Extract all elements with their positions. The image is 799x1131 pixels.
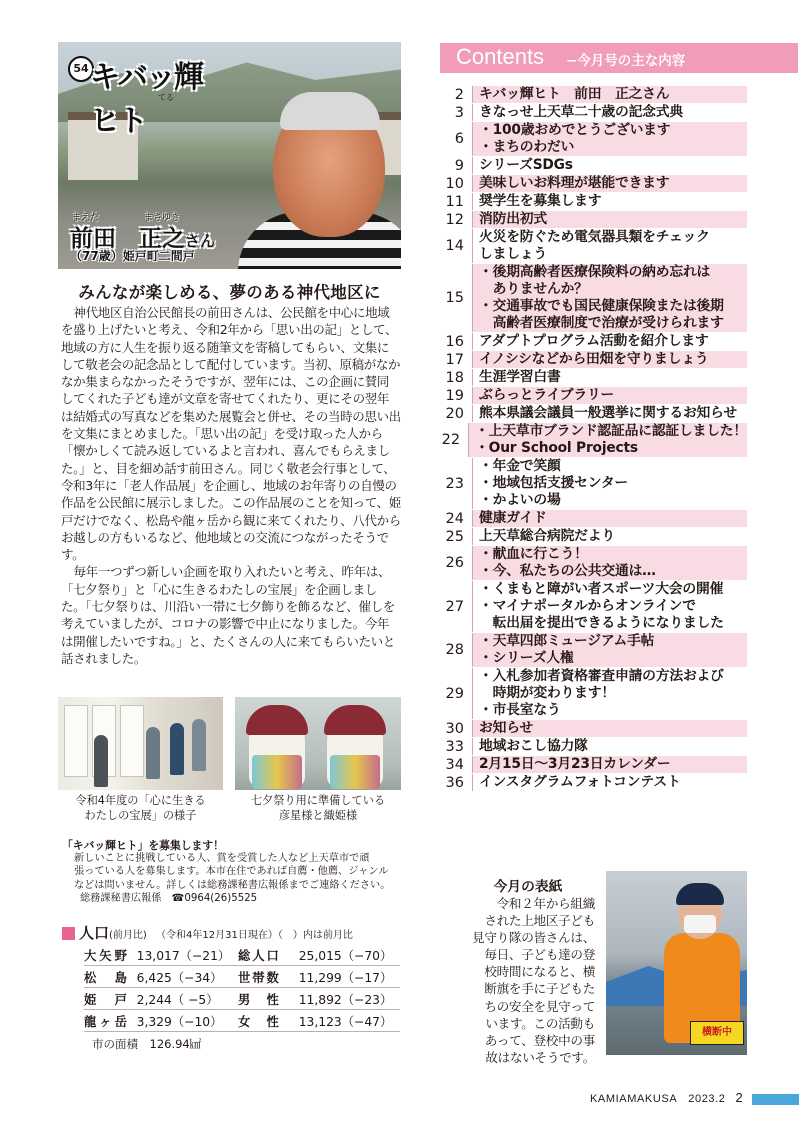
contents-item-title — [473, 157, 747, 174]
visitor-figure — [170, 723, 184, 775]
contents-item[interactable] — [441, 229, 747, 264]
cover-description-line: ちの安全を見守って — [484, 998, 595, 1014]
contents-item-line: シリーズSDGs — [479, 157, 573, 173]
contents-item[interactable] — [441, 333, 747, 351]
contents-page-number: 12 — [441, 211, 473, 228]
recruit-title: 「キバッ輝ヒト」を募集します！ — [62, 839, 224, 852]
contents-item[interactable] — [441, 387, 747, 405]
contents-item-line: ・後期高齢者医療保険料の納め忘れは — [479, 264, 711, 280]
contents-item-line: ・年金で笑顔 — [479, 458, 561, 474]
recruit-line: 新しいことに挑戦している人、賞を受賞した人など上天草市で頑 — [74, 853, 370, 865]
person-honorific: さん — [185, 232, 216, 250]
contents-page-number: 28 — [441, 633, 473, 667]
population-cell: 大矢野 — [84, 944, 137, 966]
contents-page-number: 11 — [441, 193, 473, 210]
contents-page-number: 3 — [441, 104, 473, 121]
contents-item-title — [473, 510, 747, 527]
contents-item-title — [473, 633, 747, 667]
contents-item[interactable] — [441, 211, 747, 229]
person-name-text: 前田 正之 — [70, 225, 185, 252]
contents-item[interactable] — [441, 458, 747, 510]
cover-description — [447, 895, 595, 1066]
hero-hair — [280, 92, 380, 130]
contents-page-number: 34 — [441, 756, 473, 773]
contents-item-title — [473, 756, 747, 773]
contents-item-line: ぶらっとライブラリー — [479, 387, 615, 403]
contents-item-line: 転出届を提出できるようになりました — [479, 615, 724, 631]
cover-description-line: 毎日、子ども達の登 — [484, 947, 595, 963]
crossing-flag: 横断中 — [690, 1021, 744, 1045]
page-footer — [590, 1090, 743, 1106]
contents-item[interactable] — [441, 720, 747, 738]
issue-number-badge: 54 — [68, 56, 94, 82]
contents-item[interactable] — [441, 104, 747, 122]
recruit-notice — [62, 839, 400, 905]
contents-item-line: アダプトプログラム活動を紹介します — [479, 333, 709, 349]
population-row — [84, 966, 400, 988]
contents-item[interactable] — [441, 738, 747, 756]
contents-item-title — [473, 774, 747, 791]
population-row — [84, 1010, 400, 1032]
contents-item[interactable] — [441, 122, 747, 157]
contents-item-line: 地域おこし協力隊 — [479, 738, 588, 754]
contents-item-line: きなっせ上天草二十歳の記念式典 — [479, 104, 683, 120]
page-number: 2 — [735, 1090, 744, 1105]
contents-item-title — [473, 738, 747, 755]
contents-item[interactable] — [441, 193, 747, 211]
contents-header-bar — [440, 43, 798, 73]
contents-page-number: 25 — [441, 528, 473, 545]
cover-description-line: います。この活動も — [485, 1015, 595, 1031]
contents-item-title — [473, 193, 747, 210]
contents-list — [441, 86, 747, 792]
contents-item-line: 上天草総合病院だより — [479, 528, 615, 544]
contents-item-line: ・くまもと障がい者スポーツ大会の開催 — [479, 581, 724, 597]
contents-item-title — [473, 211, 747, 228]
contents-page-number: 33 — [441, 738, 473, 755]
contents-page-number: 24 — [441, 510, 473, 527]
population-cell: 11,299（−17） — [299, 966, 400, 988]
contents-page-number: 36 — [441, 774, 473, 791]
exhibition-photo — [58, 697, 223, 790]
cover-description-line: 故はないそうです。 — [485, 1049, 595, 1065]
contents-item-line: 奨学生を募集します — [479, 193, 602, 209]
population-cell: 25,015（−70） — [299, 944, 400, 966]
contents-item-title — [473, 458, 747, 509]
cover-description-line: あって、登校中の事 — [484, 1032, 595, 1048]
recruit-contact: 総務課秘書広報係 ☎0964(26)5525 — [80, 892, 258, 904]
name-ruby-family: まえだ — [72, 213, 100, 223]
contents-item-line: ・地域包括支援センター — [479, 475, 629, 491]
brand-title: キバッ輝ヒト — [90, 60, 202, 139]
photo-caption-1 — [58, 793, 223, 823]
contents-item[interactable] — [441, 633, 747, 668]
population-date-note: （令和4年12月31日現在）（ ）内は前月比 — [156, 930, 353, 941]
contents-item[interactable] — [441, 264, 747, 333]
contents-item-line: 2月15日〜3月23日カレンダー — [479, 756, 671, 772]
population-cell: 女 性 — [238, 1010, 299, 1032]
tanabata-dolls-photo — [235, 697, 401, 790]
contents-page-number: 15 — [441, 264, 473, 332]
article-paragraph-1: 神代地区自治公民館長の前田さんは、公民館を中心に地域を盛り上げたいと考え、令和2年から「思い出の記」として、地域の方に人生を振り返る随筆文を寄稿してもらい、文集にして敬老会の記念品として配付しています。当初、原稿がなかなか集まらなかったそうですが、翌年には、この企画に賛同してくれた子ども達が文章を寄せてくれたり、更にその翌年は結婚式の写真などを集めた展覧会と併せ、その当時の思い出を文集にまとめました。「思い出の記」を受け取った人から「懐かしくて読み返しているよと言われ、喜んでもらえました。」と、目を細め話す前田さん。同じく敬老会行事として、令和3年に「老人作品展」を企画し、地域のお年寄りの自慢の作品を公民館に展示しました。この作品展のことを知って、姫戸だけでなく、松島や龍ヶ岳から観に来てくれたり、八代からお越しの方もいるなど、他地域との交流につながったそうです。 — [61, 305, 401, 563]
contents-item-line: ありませんか？ — [479, 281, 588, 297]
contents-item-title — [473, 264, 747, 332]
contents-item-line: ・市長室なう — [479, 702, 561, 718]
contents-item-line: しましょう — [479, 246, 547, 262]
recruit-line: などは問いません。詳しくは総務課秘書広報係までご連絡ください。 — [74, 879, 391, 891]
footer-accent-bar — [752, 1094, 799, 1105]
contents-item-title — [473, 122, 747, 156]
article-body — [61, 304, 401, 667]
population-cell: 松 島 — [84, 966, 137, 988]
contents-item[interactable] — [441, 175, 747, 193]
contents-item-line: ・Our School Projects — [475, 440, 638, 456]
contents-item[interactable] — [441, 546, 747, 581]
cover-mask — [684, 915, 716, 933]
contents-item-line: ・交通事故でも国民健康保険または後期 — [479, 298, 724, 314]
contents-page-number: 20 — [441, 405, 473, 422]
contents-item-line: ・入札参加者資格審査申請の方法および — [479, 668, 724, 684]
hero-brand-block — [64, 46, 224, 139]
contents-item-title — [473, 175, 747, 192]
visitor-figure — [146, 727, 160, 779]
cover-photo — [606, 871, 747, 1055]
contents-page-number: 16 — [441, 333, 473, 350]
population-cell: 姫 戸 — [84, 988, 137, 1010]
publication-name: KAMIAMAKUSA 2023.2 — [590, 1093, 726, 1105]
population-title: 人口 — [79, 924, 110, 942]
exhibit-panel — [64, 705, 88, 777]
population-title-note: (前月比) — [109, 930, 147, 941]
population-header — [62, 922, 402, 943]
contents-page-number: 9 — [441, 157, 473, 174]
cover-description-line: 校時間になると、横 — [484, 964, 595, 980]
population-cell: 6,425（−34） — [137, 966, 238, 988]
contents-page-number: 18 — [441, 369, 473, 386]
contents-item-line: 美味しいお料理が堪能できます — [479, 175, 670, 191]
population-row — [84, 988, 400, 1010]
contents-item[interactable] — [441, 528, 747, 546]
contents-item[interactable] — [441, 351, 747, 369]
cover-description-line: 断旗を手に子どもた — [484, 981, 595, 997]
population-cell: 13,123（−47） — [299, 1010, 400, 1032]
exhibit-panel — [120, 705, 144, 777]
contents-item-title — [473, 546, 747, 580]
visitor-figure — [192, 719, 206, 771]
city-area: 市の面積 126.94㎢ — [92, 1037, 202, 1051]
caption-line: わたしの宝展」の様子 — [84, 809, 197, 822]
contents-item[interactable] — [441, 668, 747, 720]
contents-item-line: ・かよいの場 — [479, 492, 561, 508]
contents-item-title — [473, 387, 747, 404]
contents-item-line: インスタグラムフォトコンテスト — [479, 774, 681, 790]
contents-item-line: キバッ輝ヒト 前田 正之さん — [479, 86, 670, 102]
contents-item[interactable] — [441, 405, 747, 423]
person-age-place: （77歳）姫戸町二間戸 — [70, 249, 195, 263]
contents-item-title — [469, 423, 747, 457]
contents-item[interactable] — [441, 774, 747, 792]
contents-item-line: ・献血に行こう！ — [479, 546, 588, 562]
contents-item-title — [473, 720, 747, 737]
caption-line: 彦星様と織姫様 — [278, 809, 358, 822]
contents-item-title — [473, 104, 747, 121]
contents-item-line: ・まちのわだい — [479, 139, 575, 155]
contents-item[interactable] — [441, 581, 747, 633]
contents-item-line: 熊本県議会議員一般選挙に関するお知らせ — [479, 405, 737, 421]
cover-description-line: 見守り隊の皆さんは、 — [472, 930, 595, 946]
contents-page-number: 27 — [441, 581, 473, 632]
population-marker-icon — [62, 927, 75, 940]
contents-item-line: お知らせ — [479, 720, 533, 736]
contents-item[interactable] — [441, 510, 747, 528]
visitor-figure — [94, 735, 108, 787]
contents-item-title — [473, 86, 747, 103]
contents-page-number: 17 — [441, 351, 473, 368]
cover-cap — [676, 883, 724, 905]
contents-item-line: 高齢者医療制度で治療が受けられます — [479, 315, 724, 331]
population-cell: 総人口 — [238, 944, 299, 966]
brand-ruby: てる — [158, 93, 174, 102]
population-cell: 3,329（−10） — [137, 1010, 238, 1032]
cover-description-line: 令和２年から組織 — [496, 896, 595, 911]
contents-item-title — [473, 351, 747, 368]
contents-item-line: ・シリーズ人権 — [479, 650, 574, 666]
population-cell: 13,017（−21） — [137, 944, 238, 966]
recruit-line: 張っている人を募集します。本市在住であれば自薦・他薦、ジャンル — [74, 866, 389, 878]
contents-page-number: 26 — [441, 546, 473, 580]
contents-item[interactable] — [441, 86, 747, 104]
population-cell: 龍ヶ岳 — [84, 1010, 137, 1032]
contents-page-number: 22 — [441, 423, 469, 457]
contents-item-title — [473, 581, 747, 632]
caption-line: 令和4年度の「心に生きる — [75, 794, 206, 807]
contents-page-number: 19 — [441, 387, 473, 404]
contents-item-line: イノシシなどから田畑を守りましょう — [479, 351, 709, 367]
population-cell: 2,244（ −5） — [137, 988, 238, 1010]
doll-hair — [246, 705, 308, 735]
contents-item-line: ・上天草市ブランド認証品に認証しました！ — [475, 423, 747, 439]
contents-item-title — [473, 668, 747, 719]
contents-page-number: 14 — [441, 229, 473, 263]
population-cell: 11,892（−23） — [299, 988, 400, 1010]
contents-item[interactable] — [441, 369, 747, 387]
population-cell: 男 性 — [238, 988, 299, 1010]
contents-page-number: 2 — [441, 86, 473, 103]
contents-item-line: ・100歳おめでとうございます — [479, 122, 671, 138]
contents-item-line: ・今、私たちの公共交通は… — [479, 563, 656, 579]
article-headline: みんなが楽しめる、夢のある神代地区に — [78, 283, 381, 302]
doll-hair — [324, 705, 386, 735]
hero-photo — [58, 42, 401, 269]
contents-item-title — [473, 405, 747, 422]
contents-item-line: 時期が変わります！ — [479, 685, 615, 701]
caption-line: 七夕祭り用に準備している — [250, 794, 386, 807]
contents-page-number: 29 — [441, 668, 473, 719]
population-row — [84, 944, 400, 966]
contents-page-number: 10 — [441, 175, 473, 192]
article-paragraph-2: 毎年一つずつ新しい企画を取り入れたいと考え、昨年は、「七夕祭り」と「心に生きるわたしの宝展」を企画しました。「七夕祭りは、川沿い一帯に七夕飾りを飾るなど、催しを考えていましたが、コロナの影響で中止になりました。今年は開催したいですね。」と、たくさんの人に来てもらいたいと話されました。 — [61, 564, 395, 666]
doll-body — [330, 755, 380, 789]
contents-item-title — [473, 528, 747, 545]
contents-item-title — [473, 229, 747, 263]
contents-page-number: 23 — [441, 458, 473, 509]
contents-item[interactable] — [441, 423, 747, 458]
contents-subtitle: −今月号の主な内容 — [566, 53, 686, 69]
contents-item-line: ・マイナポータルからオンラインで — [479, 598, 696, 614]
contents-page-number: 6 — [441, 122, 473, 156]
contents-item-title — [473, 333, 747, 350]
contents-item-line: 健康ガイド — [479, 510, 547, 526]
contents-item-line: 生涯学習白書 — [479, 369, 561, 385]
photo-caption-2 — [235, 793, 401, 823]
contents-item[interactable] — [441, 157, 747, 175]
doll-body — [252, 755, 302, 789]
contents-item[interactable] — [441, 756, 747, 774]
contents-title: Contents — [456, 44, 545, 69]
cover-description-line: された上地区子ども — [484, 913, 595, 929]
contents-item-line: ・天草四郎ミュージアム手帖 — [479, 633, 655, 649]
name-ruby-given: まさゆき — [144, 213, 181, 223]
population-table — [84, 944, 400, 1032]
contents-item-title — [473, 369, 747, 386]
cover-title: 今月の表紙 — [493, 879, 563, 895]
population-cell: 世帯数 — [238, 966, 299, 988]
contents-item-line: 火災を防ぐため電気器具類をチェック — [479, 229, 710, 245]
contents-page-number: 30 — [441, 720, 473, 737]
contents-item-line: 消防出初式 — [479, 211, 547, 227]
